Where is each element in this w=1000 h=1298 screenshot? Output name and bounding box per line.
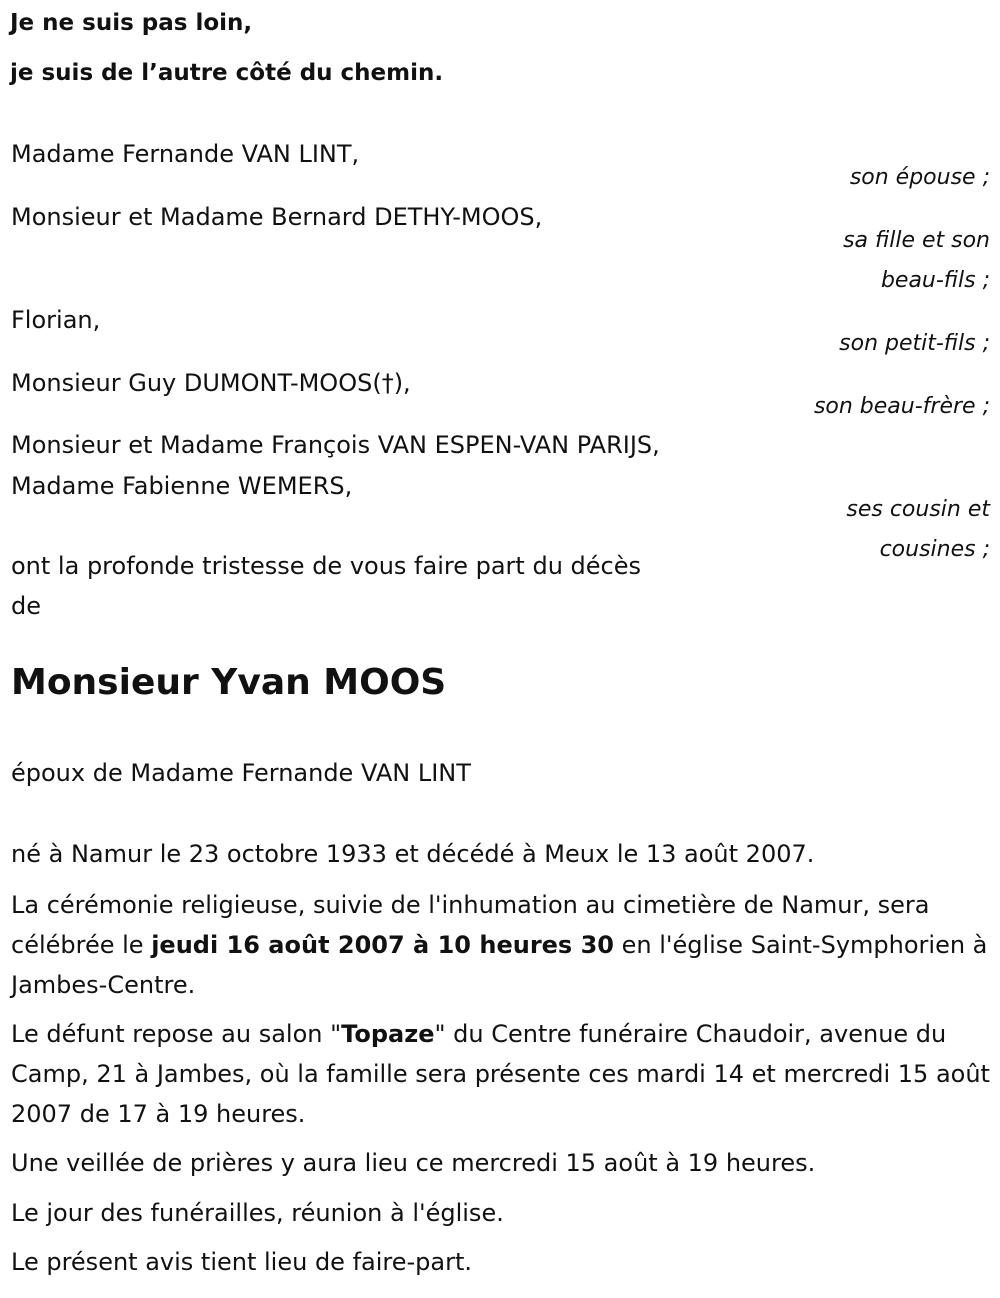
salon-name: Topaze bbox=[341, 1020, 435, 1048]
spouse-line: époux de Madame Fernande VAN LINT bbox=[11, 759, 471, 787]
ceremony-date: jeudi 16 août 2007 à 10 heures 30 bbox=[151, 931, 614, 959]
meeting-line: Le jour des funérailles, réunion à l'église. bbox=[11, 1199, 504, 1227]
family-member-relation: son beau-frère ; bbox=[813, 394, 990, 419]
family-member-relation: sa fille et son bbox=[843, 228, 990, 253]
viewing-text-after: " du Centre funéraire Chaudoir, avenue du Camp, 21 à Jambes, où la famille sera présente ces mardi 14 et mercredi 15 août 2007 de 17 à 19 heures. bbox=[11, 1020, 990, 1128]
viewing-paragraph bbox=[11, 1014, 996, 1134]
viewing-text-before: Le défunt repose au salon " bbox=[11, 1020, 342, 1048]
ceremony-text-after: en l'église Saint-Symphorien à Jambes-Centre. bbox=[11, 931, 988, 999]
birth-death-line: né à Namur le 23 octobre 1933 et décédé à Meux le 13 août 2007. bbox=[11, 840, 815, 868]
family-member-name: Monsieur et Madame Bernard DETHY-MOOS, bbox=[11, 203, 543, 231]
family-member-relation: ses cousin et bbox=[846, 497, 990, 522]
notice-line: Le présent avis tient lieu de faire-part. bbox=[11, 1248, 473, 1276]
quote-line-2: je suis de l’autre côté du chemin. bbox=[10, 60, 444, 86]
family-member-name: Florian, bbox=[11, 306, 101, 334]
deceased-name: Monsieur Yvan MOOS bbox=[11, 662, 447, 703]
ceremony-paragraph bbox=[11, 885, 996, 1005]
family-member-name: Madame Fabienne WEMERS, bbox=[11, 472, 353, 500]
family-member-relation: cousines ; bbox=[879, 537, 990, 562]
ceremony-text-before: La cérémonie religieuse, suivie de l'inhumation au cimetière de Namur, sera célébrée le bbox=[11, 891, 930, 959]
family-member-relation: beau-fils ; bbox=[880, 268, 990, 293]
family-member-name: Monsieur Guy DUMONT-MOOS(†), bbox=[11, 369, 411, 397]
family-member-relation: son petit-fils ; bbox=[839, 331, 990, 356]
family-member-relation: son épouse ; bbox=[849, 165, 990, 190]
announcement-line-2: de bbox=[11, 592, 41, 620]
vigil-line: Une veillée de prières y aura lieu ce mercredi 15 août à 19 heures. bbox=[11, 1149, 816, 1177]
family-member-name: Monsieur et Madame François VAN ESPEN-VAN PARIJS, bbox=[11, 431, 660, 459]
family-member-name: Madame Fernande VAN LINT, bbox=[11, 140, 360, 168]
announcement-line-1: ont la profonde tristesse de vous faire part du décès bbox=[11, 552, 641, 580]
quote-line-1: Je ne suis pas loin, bbox=[10, 10, 253, 36]
